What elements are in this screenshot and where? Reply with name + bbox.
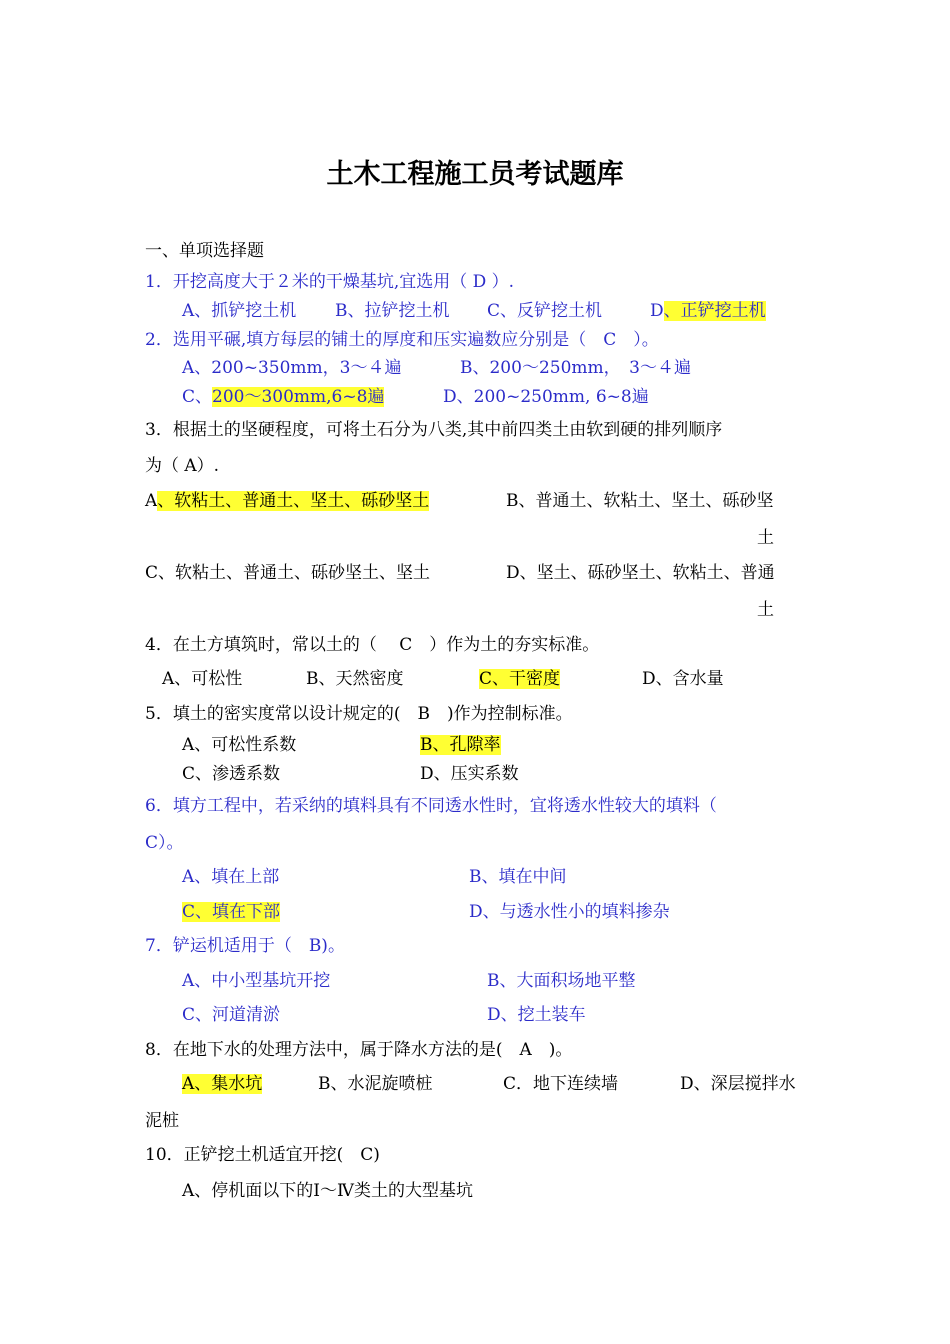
q4-option-a: A、可松性: [162, 669, 243, 689]
q1-answer-highlight: 、正铲挖土机: [663, 301, 766, 321]
q2-answer-highlight: 200～300mm,6~8遍: [212, 387, 385, 407]
q7-option-d: D、挖土装车: [487, 1005, 586, 1025]
q7-option-b: B、大面积场地平整: [487, 971, 636, 991]
q6-answer-highlight: C、填在下部: [182, 902, 281, 922]
q1-option-c: C、反铲挖土机: [487, 301, 603, 321]
q3-option-d-wrap: 土: [757, 600, 774, 620]
q1-option-d-prefix: D: [650, 301, 664, 321]
q3-option-c: C、软粘土、普通土、砾砂坚土、坚土: [145, 563, 431, 583]
q3-option-a-prefix: A: [145, 491, 158, 511]
q7-option-c: C、河道清淤: [182, 1005, 281, 1025]
q8-option-c: C．地下连续墙: [503, 1074, 619, 1094]
q2-option-a: A、200~350mm，3～４遍: [182, 358, 402, 378]
section-heading: 一、单项选择题: [145, 241, 264, 261]
q5-option-b: [420, 734, 501, 756]
question-8: 8．在地下水的处理方法中，属于降水方法的是( A )。: [145, 1040, 573, 1060]
q5-option-d: D、压实系数: [420, 764, 519, 784]
q8-option-b: B、水泥旋喷桩: [318, 1074, 433, 1094]
q5-answer-highlight: B、孔隙率: [420, 735, 501, 755]
question-5: 5．填土的密实度常以设计规定的( B )作为控制标准。: [145, 704, 573, 724]
q1-option-a: A、抓铲挖土机: [182, 301, 297, 321]
question-6-line-2: C）。: [145, 833, 184, 853]
q10-option-a: A、停机面以下的Ⅰ～Ⅳ类土的大型基坑: [182, 1181, 473, 1201]
q8-option-d-wrap: 泥桩: [145, 1111, 179, 1131]
q2-option-b: B、200～250mm， 3～４遍: [460, 358, 691, 378]
q7-option-a: A、中小型基坑开挖: [182, 971, 331, 991]
q4-option-b: B、天然密度: [306, 669, 404, 689]
q3-option-a: [145, 490, 429, 512]
q6-option-c: [182, 901, 280, 923]
q3-option-b-wrap: 土: [757, 528, 774, 548]
question-2: 2．选用平碾,填方每层的铺土的厚度和压实遍数应分别是（ C ）。: [145, 330, 659, 350]
q1-option-d: [650, 300, 766, 322]
question-3-line-1: 3．根据土的坚硬程度，可将土石分为八类,其中前四类土由软到硬的排列顺序: [145, 420, 723, 440]
question-7: 7．铲运机适用于（ B)。: [145, 936, 345, 956]
q2-option-c-prefix: C、: [182, 387, 213, 407]
q5-option-c: C、渗透系数: [182, 764, 281, 784]
page-title: 土木工程施工员考试题库: [326, 159, 624, 190]
q4-option-d: D、含水量: [642, 669, 724, 689]
q5-option-a: A、可松性系数: [182, 735, 297, 755]
question-10: 10．正铲挖土机适宜开挖( C): [145, 1145, 380, 1165]
q8-option-a: [182, 1073, 262, 1095]
question-1: 1．开挖高度大于２米的干燥基坑,宜选用（ D ）.: [145, 272, 515, 292]
q4-answer-highlight: C、干密度: [479, 669, 561, 689]
q2-option-c: [182, 386, 384, 408]
q3-answer-highlight: 、软粘土、普通土、坚土、砾砂坚土: [157, 491, 430, 511]
q2-option-d: D、200~250mm, 6~8遍: [443, 387, 649, 407]
q6-option-b: B、填在中间: [469, 867, 567, 887]
q1-option-b: B、拉铲挖土机: [335, 301, 450, 321]
question-3-line-2: 为（ A）.: [145, 456, 220, 476]
q8-option-d: D、深层搅拌水: [680, 1074, 796, 1094]
q6-option-d: D、与透水性小的填料掺杂: [469, 902, 670, 922]
q8-answer-highlight: A、集水坑: [182, 1074, 263, 1094]
question-4: 4．在土方填筑时，常以土的（ C ）作为土的夯实标准。: [145, 635, 600, 655]
question-6-line-1: 6．填方工程中，若采纳的填料具有不同透水性时，宜将透水性较大的填料（: [145, 796, 717, 816]
q3-option-b: B、普通土、软粘土、坚土、砾砂坚: [506, 491, 774, 511]
q6-option-a: A、填在上部: [182, 867, 280, 887]
q3-option-d: D、坚土、砾砂坚土、软粘土、普通: [506, 563, 775, 583]
q4-option-c: [479, 668, 560, 690]
